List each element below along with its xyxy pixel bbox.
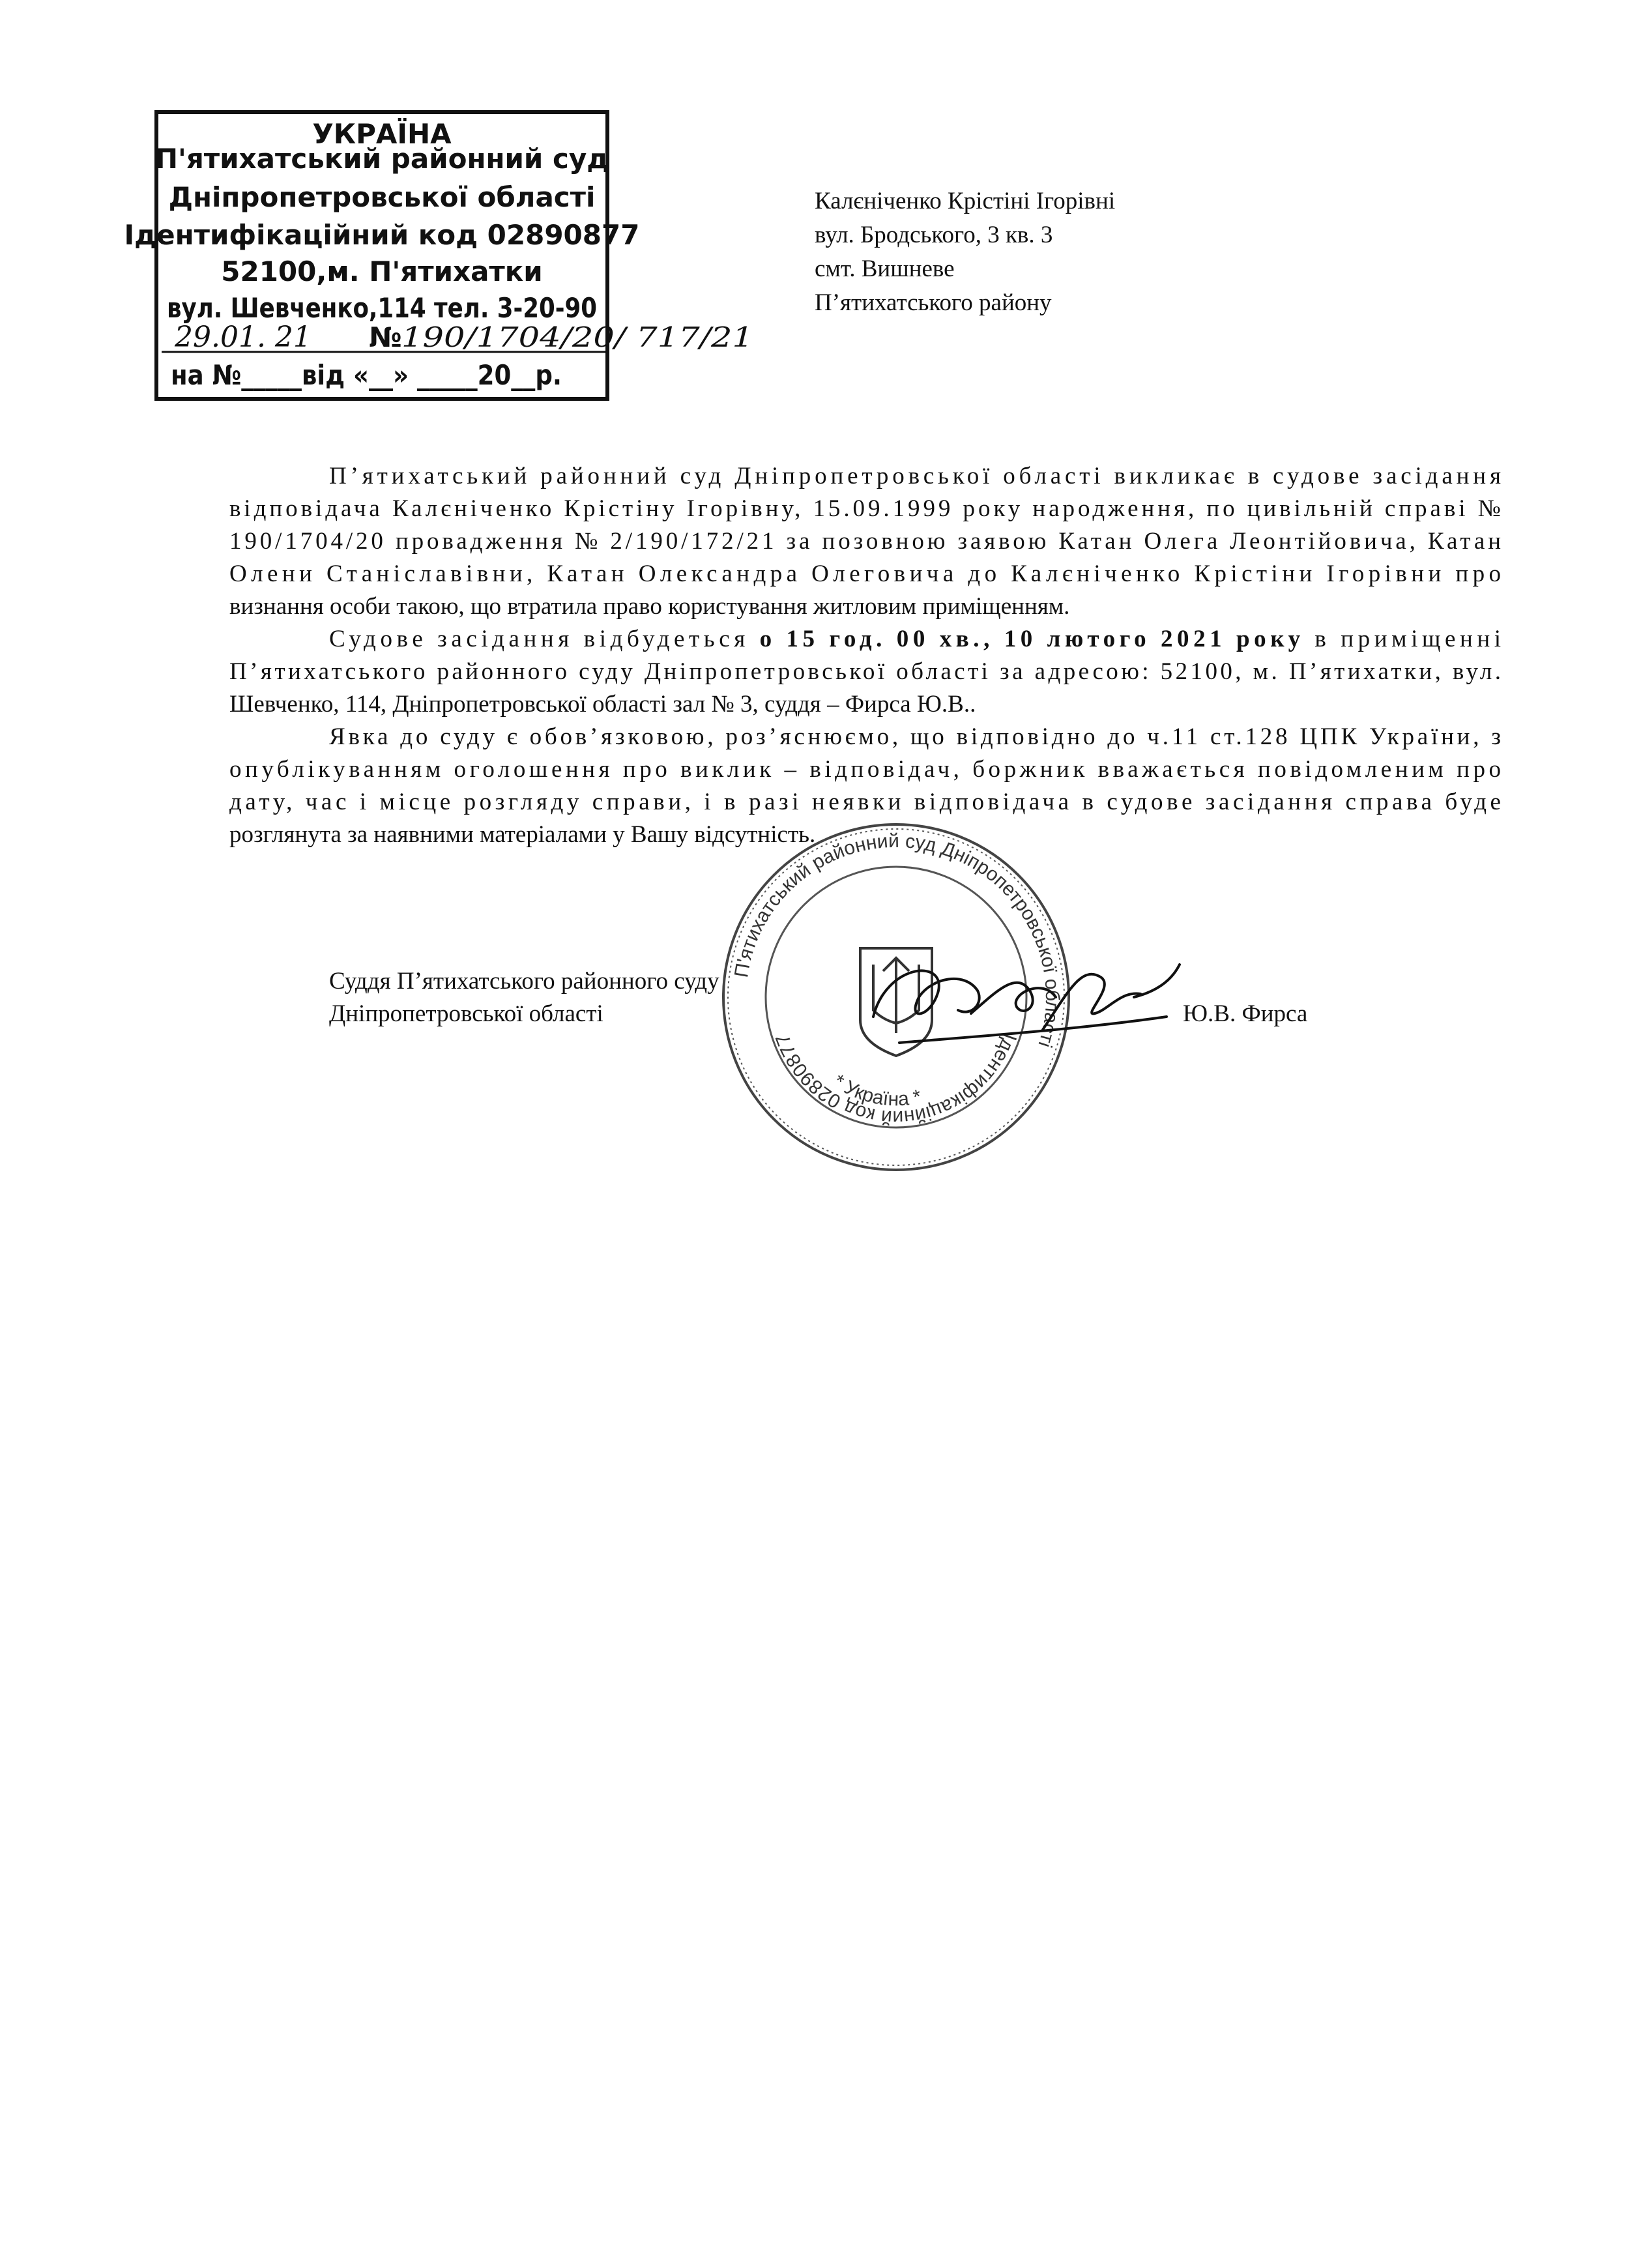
paragraph-2-intro: Судове засідання відбудеться [329, 626, 756, 652]
paragraph-1-line-3: 190/1704/20 провадження № 2/190/172/21 за позовною заявою Катан Олега Леонтійовича, Катан [229, 528, 1501, 555]
paragraph-2-intro-end: в приміщенні [1304, 626, 1501, 652]
stamp-city: 52100,м. П'ятихатки [221, 255, 543, 287]
paragraph-1-line-1: П’ятихатський районний суд Дніпропетровської області викликає в судове засідання [329, 463, 1501, 489]
hearing-datetime: о 15 год. 00 хв., 10 лютого 2021 року [759, 626, 1301, 652]
paragraph-1-line-5: визнання особи такою, що втратила право користування житловим приміщенням. [229, 593, 1070, 620]
addressee-name: Калєніченко Крістіні Ігорівні [815, 188, 1116, 214]
stamp-ref-number-label: № [369, 321, 402, 353]
stamp-ref-number: 190/1704/20/ 717/21 [401, 321, 753, 353]
paragraph-1-line-2: відповідача Калєніченко Крістіну Ігорівну, 15.09.1999 року народження, по цивільній справі № [229, 495, 1501, 522]
stamp-address: вул. Шевченко,114 тел. 3-20-90 [167, 292, 597, 324]
addressee-settlement: смт. Вишневе [815, 255, 955, 282]
seal-inner-text [772, 1031, 1021, 1128]
judge-name: Ю.В. Фирса [1183, 1000, 1308, 1027]
paragraph-3-line-4: розглянута за наявними матеріалами у Вашу відсутність. [229, 821, 816, 848]
paragraph-3-line-3: дату, час і місце розгляду справи, і в разі неявки відповідача в судове засідання справа буде [229, 789, 1501, 815]
addressee-block [815, 188, 1115, 316]
seal-outer-text-path: П'ятихатський районний суд Дніпропетровської області [730, 830, 1064, 1051]
seal-inner-text-path: Ідентифікаційний код 02890877 [772, 1030, 1021, 1129]
trident-emblem-icon [860, 948, 932, 1056]
stamp-court: П'ятихатський районний суд [154, 143, 609, 175]
letter-body [229, 463, 1501, 848]
seal-bottom-text-path: * Україна * [829, 1070, 923, 1111]
paragraph-3-line-2: опублікуванням оголошення про виклик – відповідач, боржник вважається повідомленим про [229, 756, 1501, 783]
addressee-street: вул. Бродського, 3 кв. 3 [815, 222, 1053, 248]
paragraph-2-line-2: П’ятихатського районного суду Дніпропетровської області за адресою: 52100, м. П’ятихатки, вул. [229, 658, 1502, 685]
stamp-reply-line: на №_____від «__» _____20__р. [171, 359, 562, 391]
signatory-title-line-2: Дніпропетровської області [329, 1000, 603, 1027]
stamp-ref-date: 29.01. 21 [175, 321, 312, 354]
paragraph-1-line-4: Олени Станіславівни, Катан Олександра Олеговича до Калєніченко Крістіни Ігорівни про [229, 560, 1501, 587]
signatory-title-line-1: Суддя П’ятихатського районного суду [329, 968, 719, 995]
paragraph-2-line-1 [329, 626, 1501, 652]
paragraph-2-line-3: Шевченко, 114, Дніпропетровської області зал № 3, суддя – Фирса Ю.В.. [229, 691, 976, 718]
stamp-region: Дніпропетровської області [168, 181, 596, 213]
addressee-district: П’ятихатського району [815, 289, 1052, 316]
paragraph-3-line-1: Явка до суду є обов’язковою, роз’яснюємо, що відповідно до ч.11 ст.128 ЦПК України, з [329, 723, 1502, 750]
stamp-country: УКРАЇНА [312, 118, 452, 150]
stamp-id-code: Ідентифікаційний код 02890877 [124, 219, 640, 251]
registration-stamp [124, 112, 753, 399]
